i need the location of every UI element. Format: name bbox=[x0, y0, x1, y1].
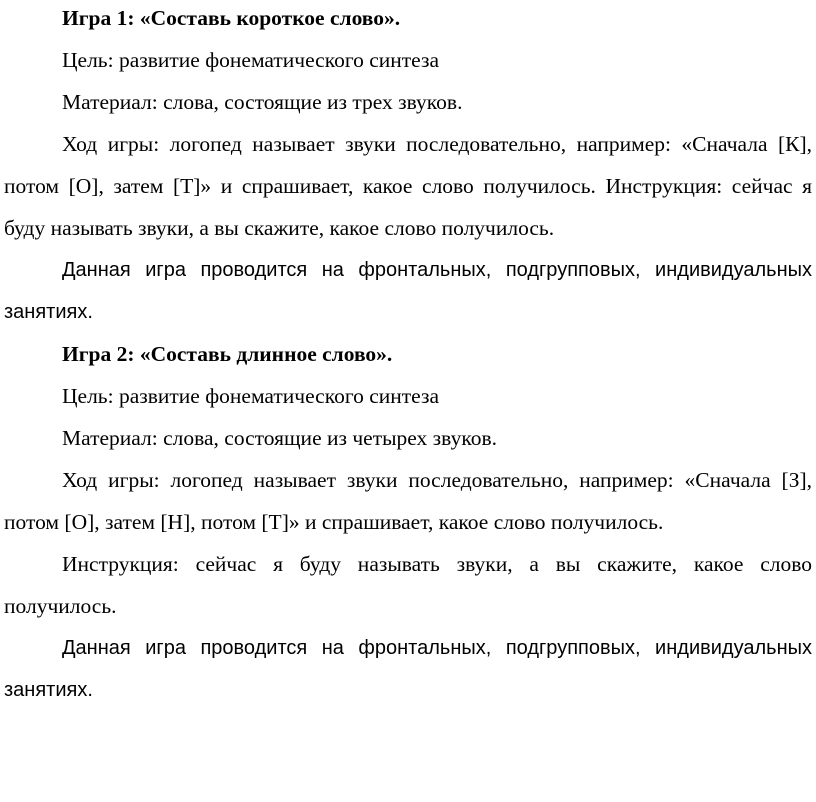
game-1-section bbox=[4, 0, 812, 333]
game-2-material: Материал: слова, состоящие из четырех звуков. bbox=[62, 426, 497, 450]
game-2-section bbox=[4, 333, 812, 711]
game-1-title: Игра 1: «Составь короткое слово». bbox=[62, 6, 401, 30]
game-1-format: Данная игра проводится на фронтальных, подгрупповых, индивидуальных занятиях. bbox=[4, 259, 812, 323]
game-2-format: Данная игра проводится на фронтальных, подгрупповых, индивидуальных занятиях. bbox=[4, 637, 812, 701]
game-1-procedure: Ход игры: логопед называет звуки последовательно, например: «Сначала [К], потом [О], затем [Т]» и спрашивает, какое слово получилось. Инструкция: сейчас я буду называть звуки, а вы скажите, какое слово получилось. bbox=[4, 132, 812, 240]
game-2-title: Игра 2: «Составь длинное слово». bbox=[62, 342, 393, 366]
game-2-procedure: Ход игры: логопед называет звуки последовательно, например: «Сначала [З], потом [О], затем [Н], потом [Т]» и спрашивает, какое слово получилось. bbox=[4, 468, 812, 534]
game-1-material: Материал: слова, состоящие из трех звуков. bbox=[62, 90, 463, 114]
game-2-goal: Цель: развитие фонематического синтеза bbox=[62, 384, 440, 408]
game-1-goal: Цель: развитие фонематического синтеза bbox=[62, 48, 440, 72]
game-2-instruction: Инструкция: сейчас я буду называть звуки, а вы скажите, какое слово получилось. bbox=[4, 552, 812, 618]
